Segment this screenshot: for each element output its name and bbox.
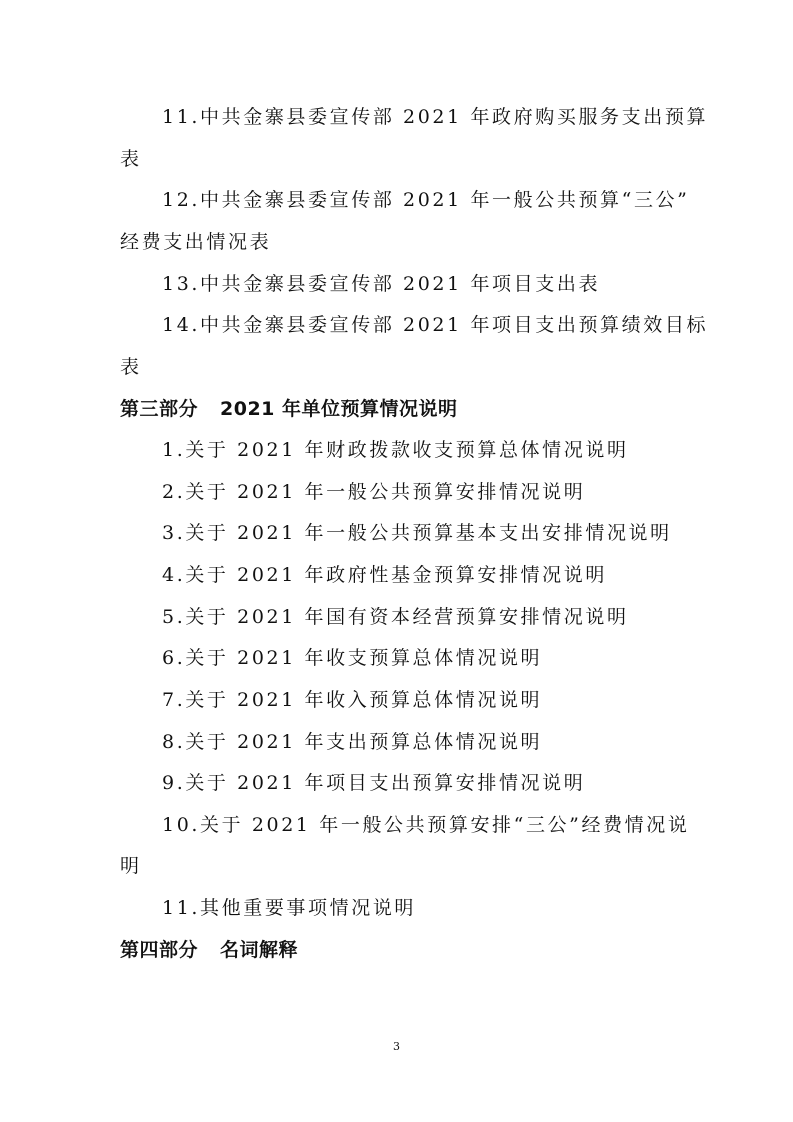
section-3-heading <box>120 396 458 422</box>
section-3-item-1: 1.关于 2021 年财政拨款收支预算总体情况说明 <box>162 439 629 461</box>
list-item-12-table-cont: 经费支出情况表 <box>120 231 272 253</box>
page-number: 3 <box>393 1040 400 1053</box>
section-4-heading <box>120 937 298 963</box>
list-item-13-table: 13.中共金寨县委宣传部 2021 年项目支出表 <box>162 273 601 295</box>
section-3-title: 2021 年单位预算情况说明 <box>220 398 458 420</box>
section-4-title: 名词解释 <box>220 939 299 961</box>
section-3-item-10-cont: 明 <box>120 855 142 877</box>
section-3-item-9: 9.关于 2021 年项目支出预算安排情况说明 <box>162 772 586 794</box>
list-item-11-table: 11.中共金寨县委宣传部 2021 年政府购买服务支出预算 <box>162 106 709 128</box>
section-3-item-7: 7.关于 2021 年收入预算总体情况说明 <box>162 689 543 711</box>
section-3-item-11: 11.其他重要事项情况说明 <box>162 897 417 919</box>
section-3-item-10: 10.关于 2021 年一般公共预算安排“三公”经费情况说 <box>162 814 690 836</box>
section-3-item-5: 5.关于 2021 年国有资本经营预算安排情况说明 <box>162 606 629 628</box>
section-4-part: 第四部分 <box>120 939 199 961</box>
section-3-item-8: 8.关于 2021 年支出预算总体情况说明 <box>162 731 543 753</box>
list-item-11-table-cont: 表 <box>120 148 142 170</box>
list-item-12-table: 12.中共金寨县委宣传部 2021 年一般公共预算“三公” <box>162 189 690 211</box>
section-3-item-6: 6.关于 2021 年收支预算总体情况说明 <box>162 647 543 669</box>
section-3-item-2: 2.关于 2021 年一般公共预算安排情况说明 <box>162 481 586 503</box>
list-item-14-table: 14.中共金寨县委宣传部 2021 年项目支出预算绩效目标 <box>162 314 709 336</box>
section-3-item-4: 4.关于 2021 年政府性基金预算安排情况说明 <box>162 564 607 586</box>
section-3-item-3: 3.关于 2021 年一般公共预算基本支出安排情况说明 <box>162 522 672 544</box>
list-item-14-table-cont: 表 <box>120 356 142 378</box>
section-3-part: 第三部分 <box>120 398 199 420</box>
